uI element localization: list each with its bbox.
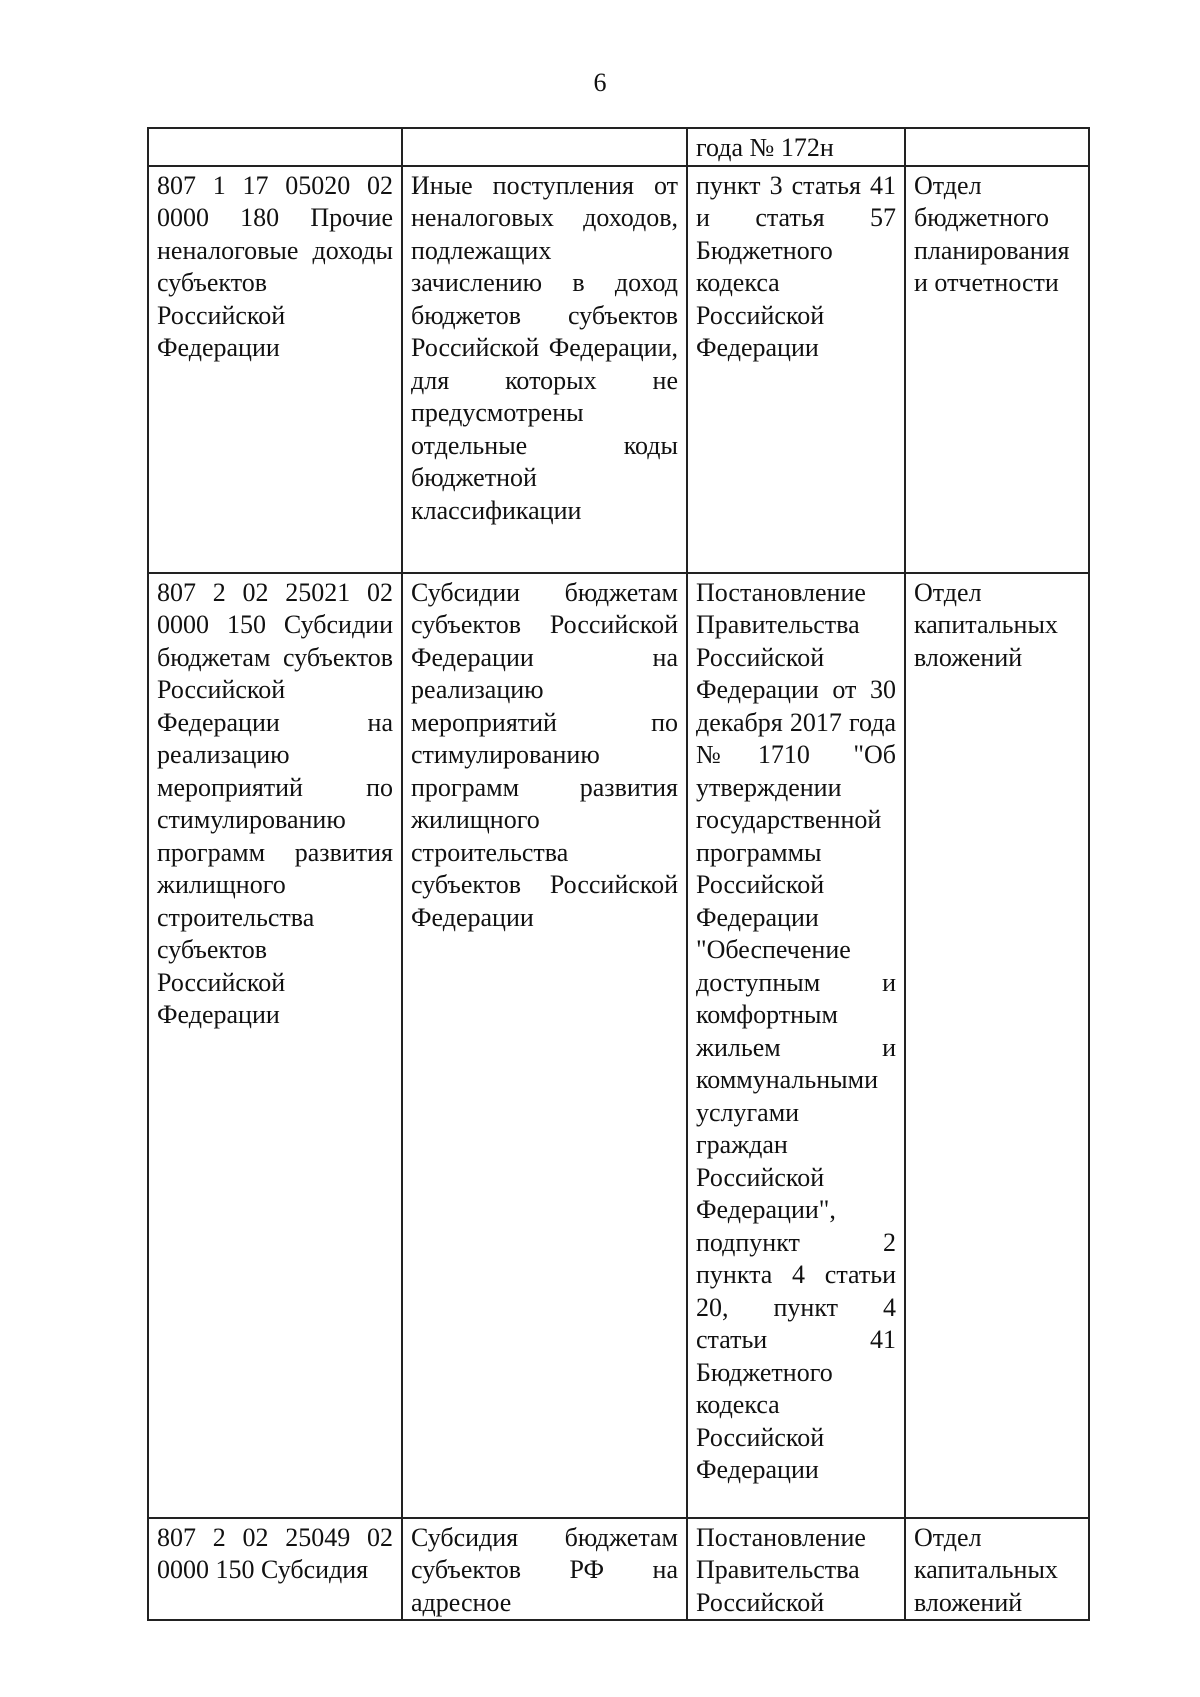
basis-cell: года № 172н: [687, 128, 905, 166]
code-cell: 807 2 02 25049 02 0000 150 Субсидия: [148, 1518, 402, 1621]
code-cell: 807 2 02 25021 02 0000 150 Субсидии бюджетам субъектов Российской Федерации на реализацию мероприятий по стимулированию программ развития жилищного строительства субъектов Российской Федерации: [148, 573, 402, 1518]
code-cell: 807 1 17 05020 02 0000 180 Прочие неналоговые доходы субъектов Российской Федерации: [148, 166, 402, 573]
name-cell: Субсидии бюджетам субъектов Российской Федерации на реализацию мероприятий по стимулированию программ развития жилищного строительства субъектов Российской Федерации: [402, 573, 687, 1518]
code-cell: [148, 128, 402, 166]
department-cell: Отдел бюджетного планирования и отчетности: [905, 166, 1089, 573]
budget-revenue-table: [147, 127, 1090, 1621]
name-cell: [402, 128, 687, 166]
basis-cell: пункт 3 статья 41 и статья 57 Бюджетного кодекса Российской Федерации: [687, 166, 905, 573]
name-cell: Субсидия бюджетам субъектов РФ на адресное: [402, 1518, 687, 1621]
name-cell: Иные поступления от неналоговых доходов, подлежащих зачислению в доход бюджетов субъектов Российской Федерации, для которых не предусмотрены отдельные коды бюджетной классификации: [402, 166, 687, 573]
department-cell: [905, 128, 1089, 166]
basis-cell: Постановление Правительства Российской Федерации от 30 декабря 2017 года №1710 "Об утверждении государственной программы Российской Федерации "Обеспечение доступным и комфортным жильем и коммунальными услугами граждан Российской Федерации", подпункт 2 пункта 4 статьи 20, пункт 4 статьи 41 Бюджетного кодекса Российской Федерации: [687, 573, 905, 1518]
table-row: [148, 128, 1089, 166]
department-cell: Отдел капитальных вложений: [905, 573, 1089, 1518]
table-row: [148, 166, 1089, 573]
page-number: 6: [593, 68, 607, 97]
basis-cell: Постановление Правительства Российской: [687, 1518, 905, 1621]
department-cell: Отдел капитальных вложений: [905, 1518, 1089, 1621]
table-row: [148, 573, 1089, 1518]
table-row: [148, 1518, 1089, 1621]
